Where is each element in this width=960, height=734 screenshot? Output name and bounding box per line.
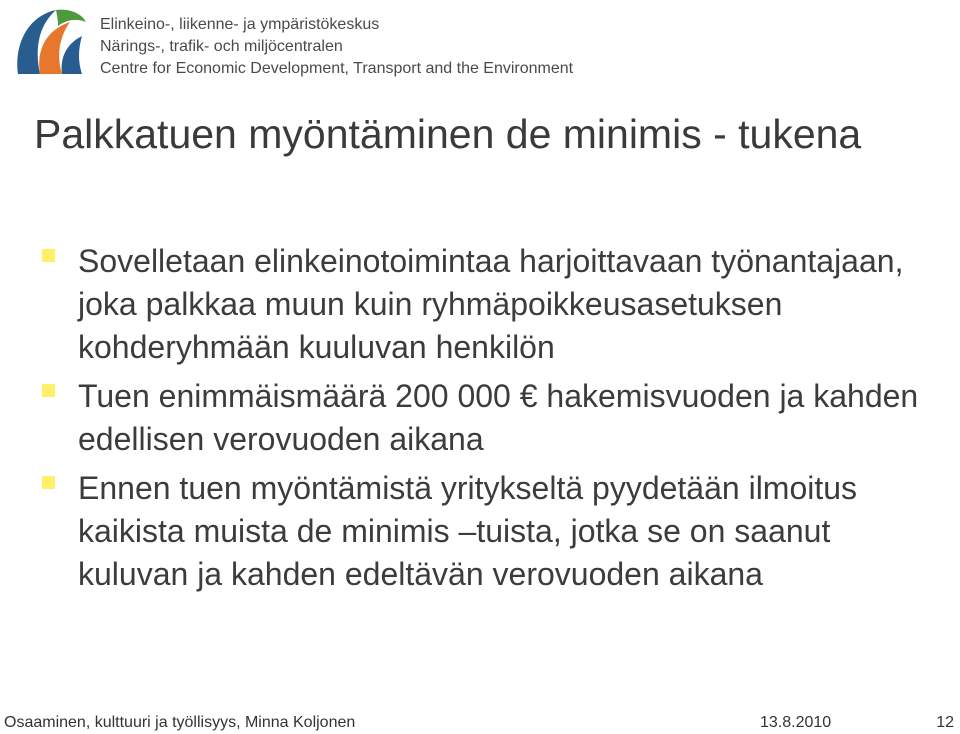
header [10, 4, 730, 86]
ely-centre-logo-icon [10, 4, 88, 84]
slide-title: Palkkatuen myöntäminen de minimis - tukena [34, 111, 862, 157]
bullet-item [36, 375, 946, 461]
org-name-finnish: Elinkeino-, liikenne- ja ympäristökeskus [100, 16, 380, 33]
bullet-list [36, 240, 946, 602]
bullet-item [36, 240, 946, 369]
org-name-english: Centre for Economic Development, Transport and the Environment [100, 60, 574, 77]
footer-presenter: Osaaminen, kulttuuri ja työllisyys, Minna Koljonen [4, 714, 356, 731]
bullet-text: Ennen tuen myöntämistä yritykseltä pyydetään ilmoitus kaikista muista de minimis –tuista, jotka se on saanut kuluvan ja kahden edeltävän verovuoden aikana [78, 470, 858, 592]
org-name-swedish: Närings-, trafik- och miljöcentralen [100, 38, 343, 55]
footer [0, 712, 960, 734]
square-bullet-icon [42, 476, 55, 489]
page-number: 12 [936, 714, 954, 731]
square-bullet-icon [42, 249, 55, 262]
square-bullet-icon [42, 384, 55, 397]
bullet-text: Sovelletaan elinkeinotoimintaa harjoittavaan työnantajaan, joka palkkaa muun kuin ryhmäpoikkeusasetuksen kohderyhmään kuuluvan henkilön [78, 243, 904, 365]
bullet-text: Tuen enimmäismäärä 200 000 € hakemisvuoden ja kahden edellisen verovuoden aikana [78, 378, 919, 457]
organization-names [100, 14, 573, 80]
bullet-item [36, 467, 946, 596]
footer-date: 13.8.2010 [760, 714, 832, 731]
